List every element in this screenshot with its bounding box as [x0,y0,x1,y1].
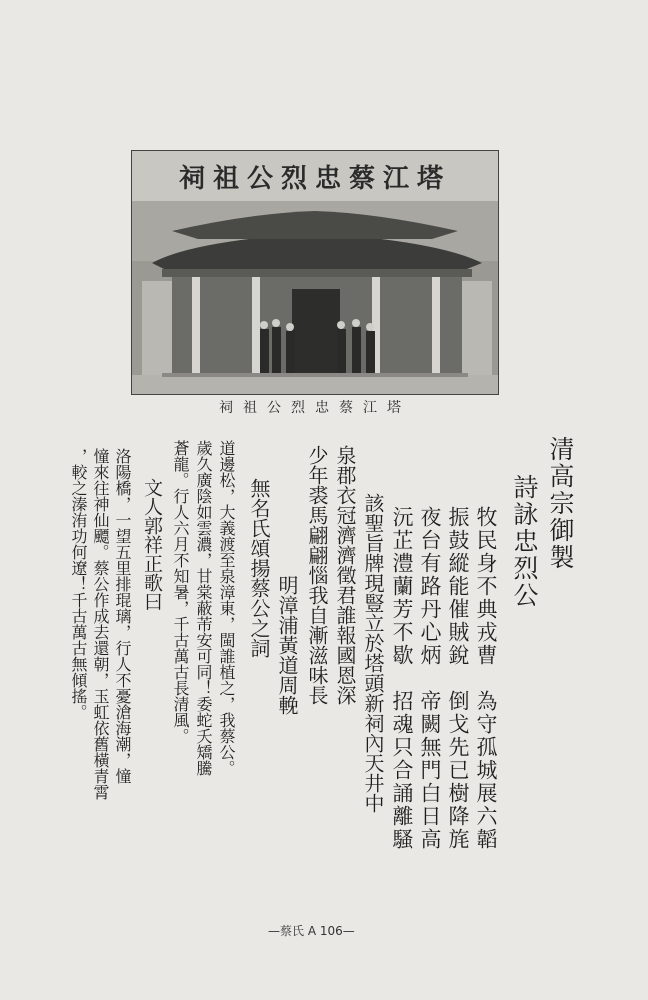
poem4-author: 文人郭祥正歌曰 [141,478,163,611]
poem3-line-1: 道邊松，大義渡至泉漳東，閩誰植之，我蔡公。 [217,440,236,776]
poem1-title: 詩詠忠烈公 [510,474,539,609]
poem1-line-1: 牧民身不典戎曹 為守孤城展六韜 [474,506,498,851]
ancestral-hall-photo [131,150,499,395]
poem2-line-1: 該聖旨牌現豎立於塔頭新祠內天井中 [361,493,385,813]
poem2-line-2: 泉郡衣冠濟濟徵君誰報國恩深 [333,445,357,705]
page-number: —蔡氏 A 106— [268,924,355,938]
poem1-line-4: 沅芷澧蘭芳不歇 招魂只合誦離騷 [390,506,414,851]
photo-banner-text: 塔江蔡忠烈公祖祠 [132,151,498,201]
poem1-author: 清高宗御製 [546,436,575,571]
poem3-line-2: 歲久廣陰如雲濃，甘棠蔽芾安可同！委蛇夭矯騰 [194,440,213,776]
poem3-title: 無名氏頌揚蔡公之詞 [247,478,271,658]
poem2-line-3: 少年裘馬翩翩惱我自漸滋味長 [305,445,329,705]
poem4-line-2: 憧來往神仙飃。蔡公作成去還朝，玉虹依舊橫青霄 [91,448,110,800]
poem4-line-3: ，較之溱洧功何遼！千古萬古無傾搖。 [69,448,88,720]
temple-building-illustration [132,201,498,394]
poem3-line-3: 蒼龍。行人六月不知暑，千古萬古長清風。 [171,440,190,744]
photo-caption: 塔江蔡忠烈公祖祠 [219,400,411,416]
poem1-line-3: 夜台有路丹心炳 帝闕無門白日高 [418,506,442,851]
poem1-line-2: 振鼓縱能催賊銳 倒戈先已樹降旄 [446,506,470,851]
poem4-line-1: 洛陽橋，一望五里排琨璃，行人不憂滄海潮，憧 [113,448,132,784]
poem2-author: 明漳浦黃道周輓 [275,575,299,715]
